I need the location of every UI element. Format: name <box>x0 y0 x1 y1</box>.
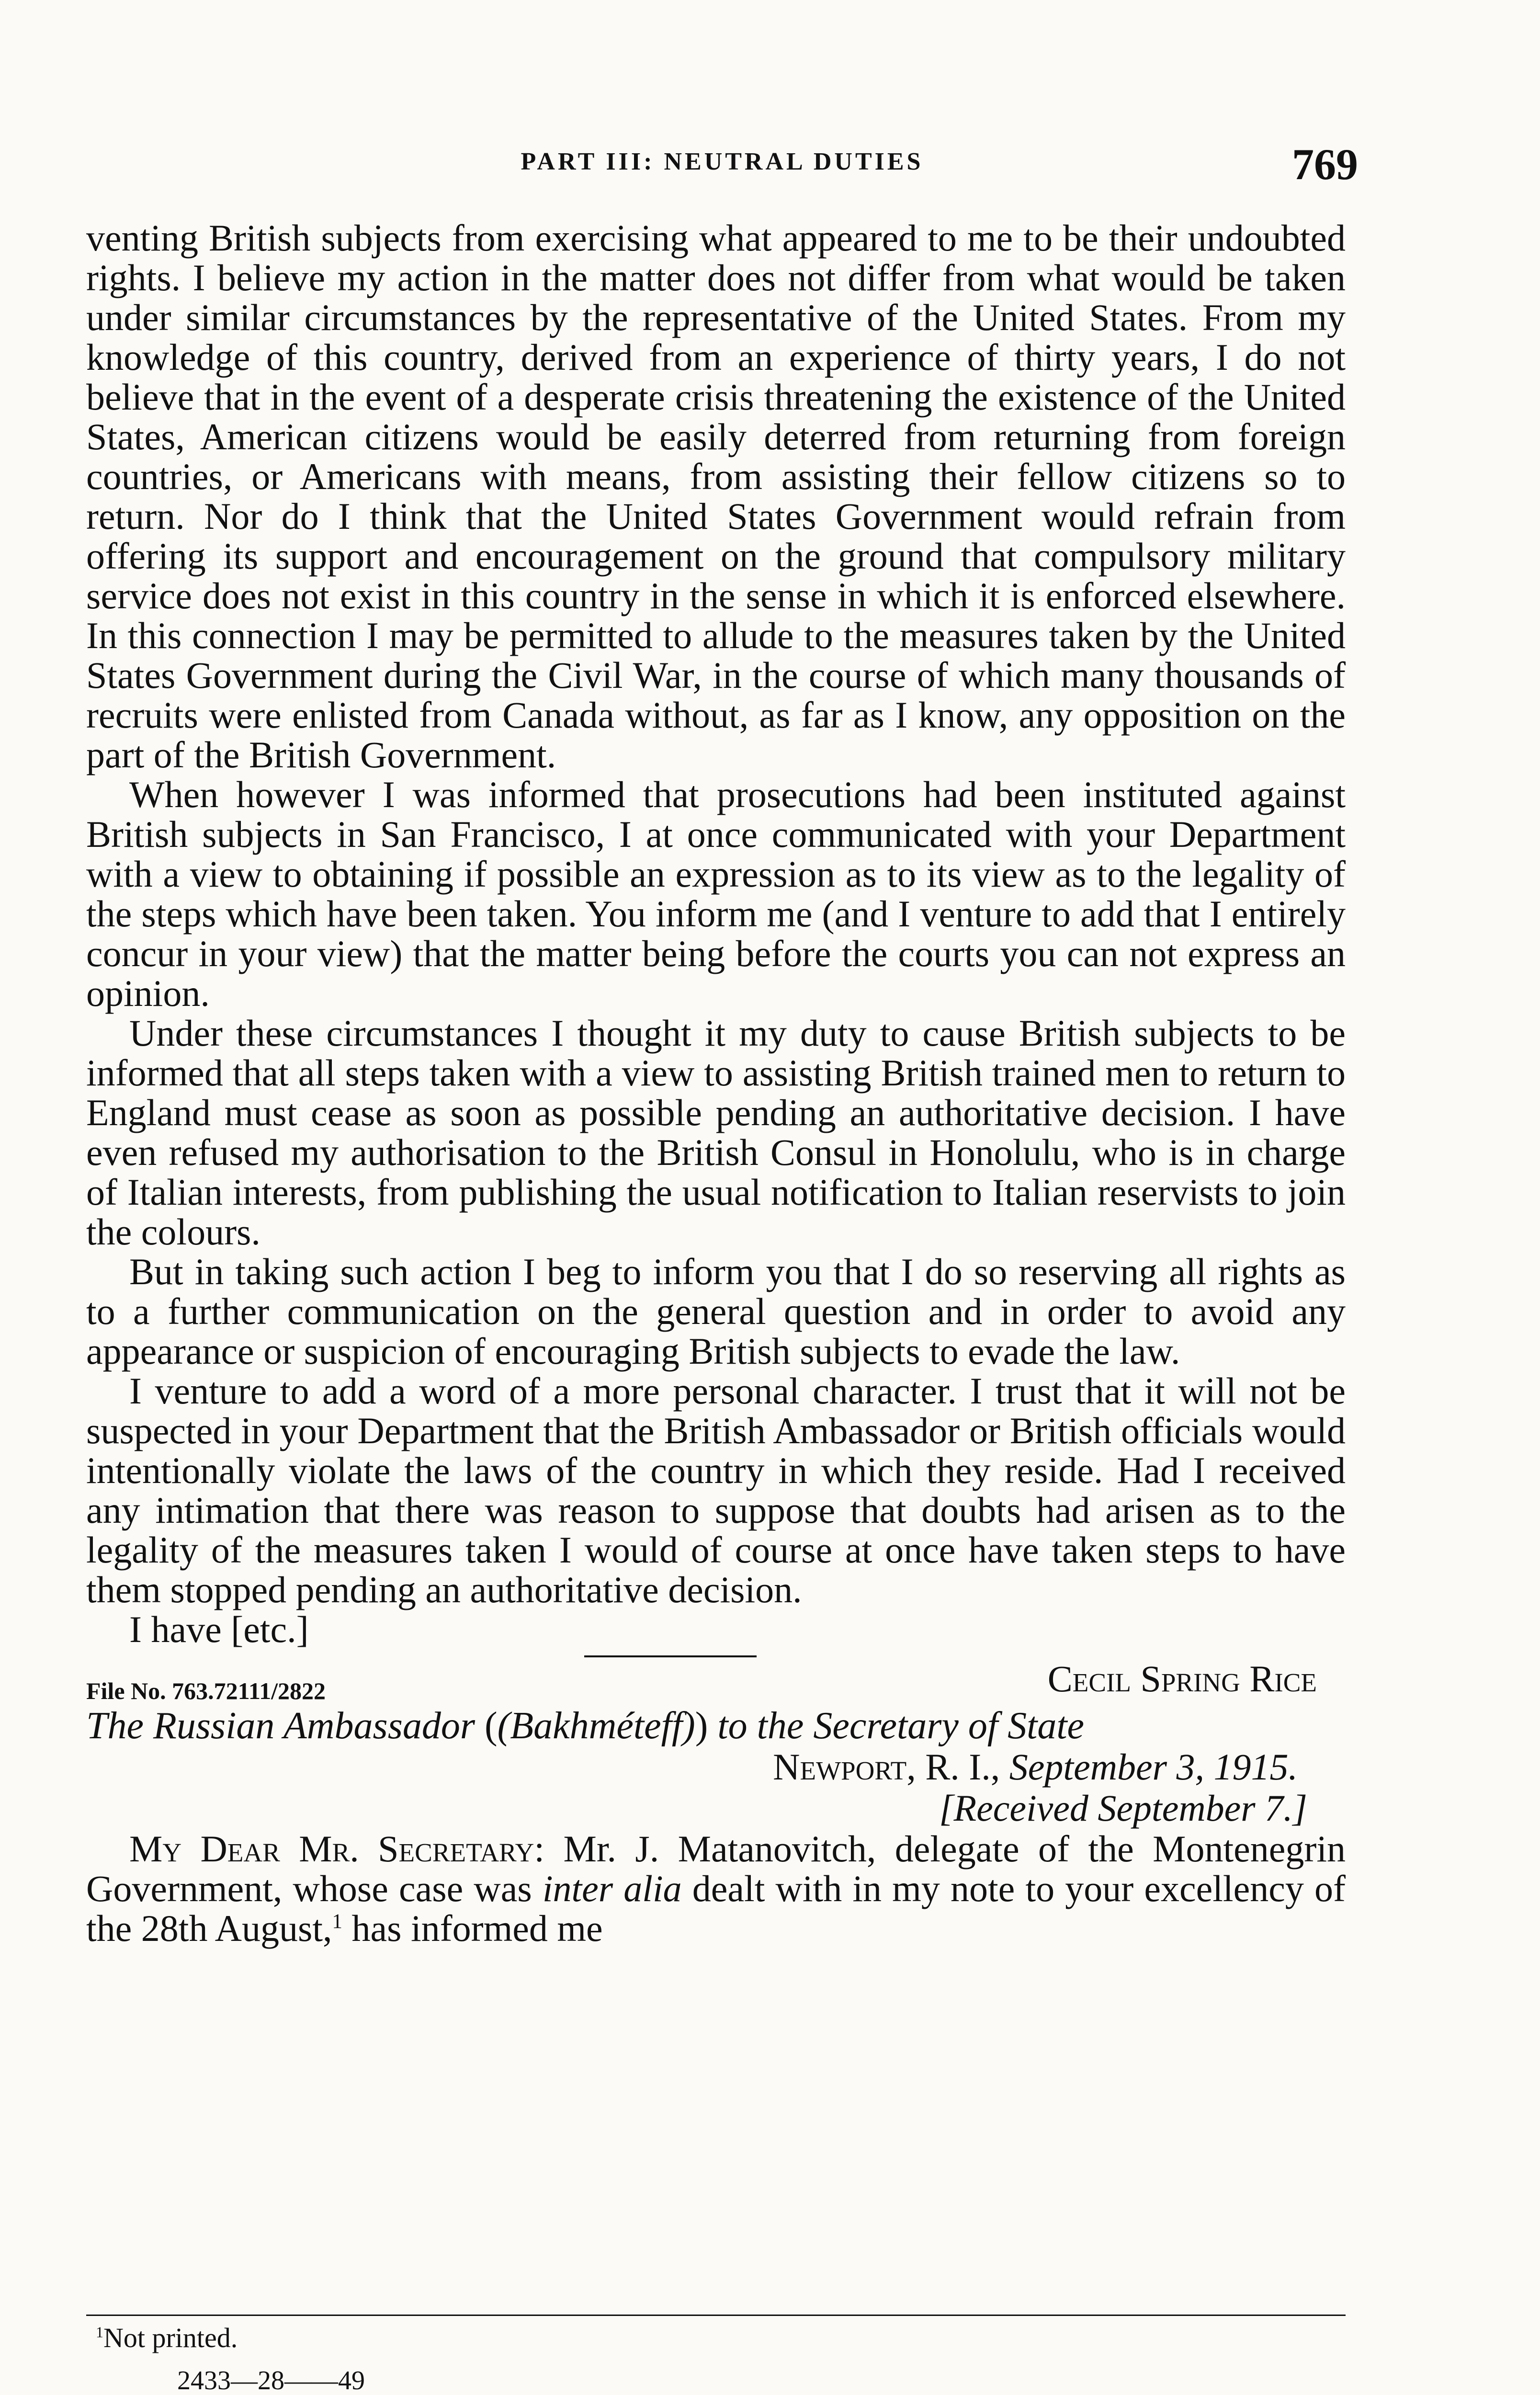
received-date: [Received September 7.] <box>939 1787 1307 1829</box>
letter-text: Mr. J. Matanovitch, delegate of the Montenegrin Government, whose case was <box>86 1828 1346 1909</box>
dateline-date: September 3, 1915. <box>1009 1746 1298 1788</box>
body-paragraph: Under these circumstances I thought it my duty to cause British subjects to be informed that all steps taken with a view to assisting British trained men to return to England must cease as soon as possible pending an authoritative decision. I have even refused my authorisation to the British Consul in Honolulu, who is in charge of Italian interests, from publishing the usual notification to Italian reservists to join the colours. <box>86 1012 1346 1253</box>
section-divider <box>584 1655 757 1657</box>
signature: Cecil Spring Rice <box>1047 1658 1317 1699</box>
body-paragraph: But in taking such action I beg to inform you that I do so reserving all rights as to a further communication on the general question and in order to avoid any appearance or suspicion of encouraging British subjects to evade the law. <box>86 1251 1346 1372</box>
footnote-rule <box>86 2315 1346 2316</box>
document-title: The Russian Ambassador ((Bakhméteff)) to the Secretary of State <box>86 1705 1085 1747</box>
letter-text: has informed me <box>342 1907 603 1949</box>
page-header <box>86 139 1358 189</box>
body-paragraph: I venture to add a word of a more personal character. I trust that it will not be suspected in your Department that the British Ambassador or British officials would intentionally violate the laws of the country in which they reside. Had I received any intimation that there was reason to suppose that doubts had arisen as to the legality of the measures taken I would of course at once have taken steps to have them stopped pending an authoritative decision. <box>86 1370 1346 1610</box>
latin-phrase: inter alia <box>542 1868 682 1909</box>
closing-line: I have [etc.] <box>129 1608 309 1650</box>
letter-paragraph <box>86 1829 1346 1948</box>
body-paragraph: venting British subjects from exercising what appeared to me to be their undoubted rights. I believe my action in the matter does not differ from what would be taken under similar circumstances by the representative of the United States. From my knowledge of this country, derived from an experience of thirty years, I do not believe that in the event of a desperate crisis threatening the existence of the United States, American citizens would be easily deterred from returning from foreign countries, or Americans with means, from assisting their fellow citizens so to return. Nor do I think that the United States Government would refrain from offering its support and encouragement on the ground that compulsory military service does not exist in this country in the sense in which it is enforced elsewhere. In this connection I may be permitted to allude to the measures taken by the United States Government during the Civil War, in the course of which many thousands of recruits were enlisted from Canada without, as far as I know, any opposition on the part of the British Government. <box>86 217 1346 776</box>
running-head: PART III: NEUTRAL DUTIES <box>521 148 924 175</box>
printer-code: 2433—28——49 <box>177 2366 365 2395</box>
dateline-place: Newport, R. I., <box>773 1746 1000 1788</box>
title-name: (Bakhméteff) <box>497 1705 695 1747</box>
file-number: File No. 763.72111/2822 <box>86 1677 326 1704</box>
footnote-text: Not printed. <box>103 2322 238 2353</box>
salutation: My Dear Mr. Secretary: <box>129 1828 545 1870</box>
body-paragraph: When however I was informed that prosecutions had been instituted against British subjects in San Francisco, I at once communicated with your Department with a view to obtaining if possible an expression as to its view as to the legality of the steps which have been taken. You inform me (and I venture to add that I entirely concur in your view) that the matter being before the courts you can not express an opinion. <box>86 774 1346 1014</box>
title-recipient: to the Secretary of State <box>717 1705 1085 1747</box>
letter-text: dealt with in my note to your excellency of the 28th August, <box>86 1868 1346 1949</box>
footnote <box>96 2321 238 2355</box>
footnote-marker: 1 <box>96 2324 103 2341</box>
page-body <box>86 218 1346 1948</box>
title-sender: The Russian Ambassador <box>86 1705 475 1747</box>
footnote-ref: 1 <box>332 1910 342 1933</box>
dateline <box>86 1746 1346 1788</box>
page-number: 769 <box>1292 140 1358 189</box>
